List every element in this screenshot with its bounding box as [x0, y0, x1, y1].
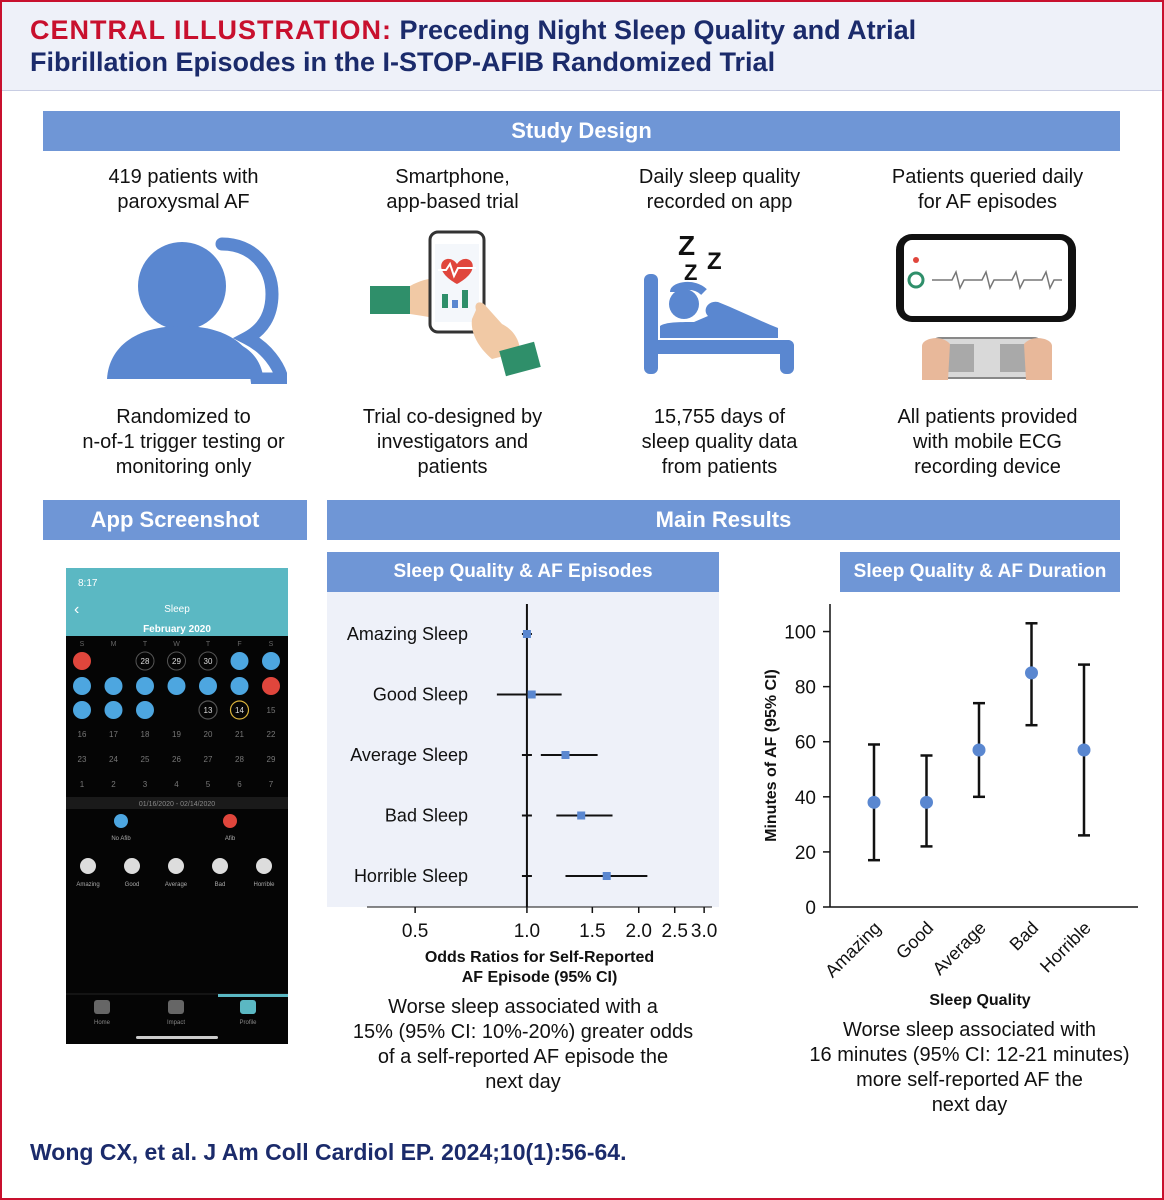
design-text: recording device [914, 456, 1061, 478]
sleep-face-icon [256, 858, 272, 874]
sleep-face-icon [168, 858, 184, 874]
design-text: with mobile ECG [913, 431, 1062, 453]
happy-face-icon [199, 677, 217, 695]
legend-label: No Afib [111, 836, 131, 842]
row-label: Bad Sleep [384, 805, 468, 826]
patients-icon [87, 224, 287, 384]
x-tick-label: 2.0 [625, 921, 652, 942]
smartphone-hand-icon [362, 224, 542, 384]
mean-point [973, 743, 986, 756]
nav-active-indicator [218, 994, 288, 997]
happy-face-icon [231, 652, 249, 670]
happy-face-icon [231, 677, 249, 695]
calendar-date: 17 [109, 730, 118, 739]
y-tick-label: 100 [784, 622, 816, 644]
calendar-date: 22 [266, 730, 276, 739]
design-text: Patients queried daily [891, 166, 1084, 188]
no-afib-dot [114, 814, 128, 828]
weekday-label: T [142, 641, 148, 648]
x-tick-label: Horrible [1036, 917, 1095, 977]
design-text: All patients provided [897, 406, 1078, 428]
sleep-face-label: Average [164, 882, 188, 888]
app-screenshot-bar: App Screenshot [43, 500, 307, 540]
calendar-date: 24 [109, 755, 118, 764]
calendar-date: 6 [237, 780, 242, 789]
design-text: sleep quality data [641, 431, 798, 453]
design-text: recorded on app [646, 191, 793, 213]
x-tick-label: 3.0 [690, 921, 718, 942]
design-text: app-based trial [386, 191, 519, 213]
design-text: paroxysmal AF [117, 191, 250, 213]
nav-label: Profile [239, 1020, 257, 1026]
sad-face-icon [73, 652, 91, 670]
sleep-face-icon [212, 858, 228, 874]
duration-chart-title: Sleep Quality & AF Duration [840, 552, 1120, 592]
estimate-point [561, 751, 569, 759]
mean-point [1078, 743, 1091, 756]
or-caption [327, 995, 719, 1095]
happy-face-icon [73, 701, 91, 719]
weekday-label: S [79, 641, 85, 648]
calendar-date: 30 [203, 657, 213, 666]
design-text: Randomized to [116, 406, 251, 428]
study-design-bar: Study Design [43, 111, 1120, 151]
calendar-date: 28 [140, 657, 150, 666]
date-range: 01/16/2020 - 02/14/2020 [138, 801, 216, 808]
calendar-date: 19 [172, 730, 181, 739]
calendar-date: 4 [174, 780, 179, 789]
design-col-4-bottom [855, 405, 1120, 480]
afib-dot [223, 814, 237, 828]
estimate-point [528, 691, 536, 699]
header-label: CENTRAL ILLUSTRATION: [30, 15, 392, 45]
design-col-1-top [51, 165, 316, 215]
mean-point [920, 796, 933, 809]
calendar-date: 7 [268, 780, 274, 789]
design-text: from patients [661, 456, 778, 478]
design-text: 15,755 days of [653, 406, 786, 428]
weekday-label: W [173, 641, 180, 648]
calendar-date: 3 [142, 780, 148, 789]
sleep-face-label: Amazing [76, 882, 100, 888]
calendar-date: 25 [140, 755, 150, 764]
weekday-label: S [268, 641, 274, 648]
main-results-bar: Main Results [327, 500, 1120, 540]
caption-line: of a self-reported AF episode the [377, 1046, 669, 1068]
sleep-face-label: Bad [214, 882, 226, 888]
design-col-2-top [320, 165, 585, 215]
x-tick-label: Amazing [821, 917, 885, 982]
or-forest-plot [327, 592, 719, 942]
x-tick-label: 1.5 [579, 921, 606, 942]
happy-face-icon [105, 701, 123, 719]
caption-line: next day [485, 1071, 561, 1093]
weekday-label: T [205, 641, 211, 648]
sleep-face-icon [80, 858, 96, 874]
estimate-point [577, 812, 585, 820]
back-chevron-icon: ‹ [74, 601, 80, 618]
design-text: Daily sleep quality [638, 166, 801, 188]
calendar-date: 23 [77, 755, 87, 764]
x-tick-label: 1.0 [513, 921, 541, 942]
zzz-1: Z [678, 230, 696, 261]
happy-face-icon [136, 677, 154, 695]
calendar-date: 5 [205, 780, 211, 789]
row-label: Average Sleep [350, 745, 468, 765]
estimate-point [603, 872, 611, 880]
design-col-3-top [587, 165, 852, 215]
home-icon [94, 1000, 110, 1014]
calendar-date: 27 [203, 755, 213, 764]
calendar-date: 13 [203, 706, 213, 715]
estimate-point [523, 630, 531, 638]
x-tick-label: 2.5 [661, 921, 688, 942]
design-col-1-bottom [51, 405, 316, 480]
nav-label: Home [93, 1020, 111, 1026]
calendar-date: 15 [266, 706, 276, 715]
screen-title: Sleep [164, 604, 190, 615]
calendar-date: 16 [77, 730, 87, 739]
or-xlabel [362, 948, 717, 988]
caption-line: Worse sleep associated with a [388, 996, 658, 1018]
x-tick-label: Good [892, 917, 938, 963]
design-text: Smartphone, [395, 166, 510, 188]
design-text: for AF episodes [918, 191, 1057, 213]
calendar-date: 18 [140, 730, 150, 739]
calendar-date: 14 [235, 706, 244, 715]
or-chart-title: Sleep Quality & AF Episodes [327, 552, 719, 592]
row-label: Horrible Sleep [353, 866, 468, 886]
happy-face-icon [262, 652, 280, 670]
y-tick-label: 20 [794, 842, 816, 864]
home-indicator [136, 1036, 218, 1039]
x-tick-label: Average [928, 917, 990, 980]
design-col-4-top [855, 165, 1120, 215]
sleep-face-label: Horrible [253, 882, 275, 888]
calendar-date: 29 [266, 755, 276, 764]
status-time: 8:17 [78, 578, 98, 589]
sleep-face-icon [124, 858, 140, 874]
mean-point [868, 796, 881, 809]
legend-label: Afib [224, 836, 236, 842]
design-text: patients [417, 456, 488, 478]
happy-face-icon [73, 677, 91, 695]
y-tick-label: 40 [794, 787, 816, 809]
weekday-label: M [110, 641, 117, 648]
caption-line: 16 minutes (95% CI: 12-21 minutes) [809, 1044, 1130, 1066]
weekday-label: F [237, 641, 242, 648]
mobile-ecg-icon [892, 230, 1082, 390]
row-label: Good Sleep [372, 684, 468, 705]
sleep-face-label: Good [124, 882, 140, 888]
mean-point [1025, 666, 1038, 679]
row-label: Amazing Sleep [346, 624, 468, 644]
impact-icon [168, 1000, 184, 1014]
x-tick-label: Bad [1005, 917, 1043, 955]
sad-face-icon [262, 677, 280, 695]
design-text: monitoring only [115, 456, 252, 478]
design-text: investigators and [376, 431, 529, 453]
y-axis-label: Minutes of AF (95% CI) [763, 669, 780, 842]
caption-line: next day [931, 1094, 1008, 1116]
zzz-3: Z [707, 248, 722, 275]
calendar-date: 2 [111, 780, 116, 789]
calendar-month: February 2020 [143, 624, 211, 635]
design-col-2-bottom [320, 405, 585, 480]
nav-label: Impact [166, 1020, 186, 1026]
calendar-date: 21 [235, 730, 244, 739]
calendar-date: 20 [203, 730, 213, 739]
zzz-2: Z [684, 260, 698, 285]
calendar-date: 26 [172, 755, 181, 764]
calendar-date: 29 [172, 657, 181, 666]
duration-caption [772, 1018, 1164, 1118]
design-col-3-bottom [587, 405, 852, 480]
calendar-date: 1 [79, 780, 85, 789]
design-text: n-of-1 trigger testing or [82, 431, 285, 453]
app-screenshot-phone [66, 568, 288, 1044]
design-text: Trial co-designed by [362, 406, 543, 428]
sleeping-bed-icon [638, 270, 808, 380]
design-text: 419 patients with [108, 166, 259, 188]
caption-line: 15% (95% CI: 10%-20%) greater odds [352, 1021, 694, 1043]
happy-face-icon [136, 701, 154, 719]
y-tick-label: 80 [794, 677, 816, 699]
header-title-text: Preceding Night Sleep Quality and Atrial [399, 15, 917, 45]
happy-face-icon [105, 677, 123, 695]
calendar-date: 28 [235, 755, 244, 764]
citation: Wong CX, et al. J Am Coll Cardiol EP. 2024;10(1):56-64. [30, 1139, 627, 1165]
header [2, 2, 1162, 91]
y-tick-label: 60 [794, 732, 816, 754]
profile-icon [240, 1000, 256, 1014]
or-xlabel-line2: AF Episode (95% CI) [461, 969, 618, 986]
header-title-line1 [30, 14, 1130, 46]
y-tick-label: 0 [805, 898, 816, 919]
caption-line: Worse sleep associated with [842, 1019, 1097, 1041]
or-xlabel-line1: Odds Ratios for Self-Reported [424, 949, 655, 966]
caption-line: more self-reported AF the [856, 1069, 1083, 1091]
duration-xlabel: Sleep Quality [929, 992, 1031, 1009]
header-title-line2: Fibrillation Episodes in the I-STOP-AFIB Randomized Trial [30, 47, 776, 77]
happy-face-icon [168, 677, 186, 695]
x-tick-label: 0.5 [401, 921, 429, 942]
duration-plot [752, 592, 1152, 992]
